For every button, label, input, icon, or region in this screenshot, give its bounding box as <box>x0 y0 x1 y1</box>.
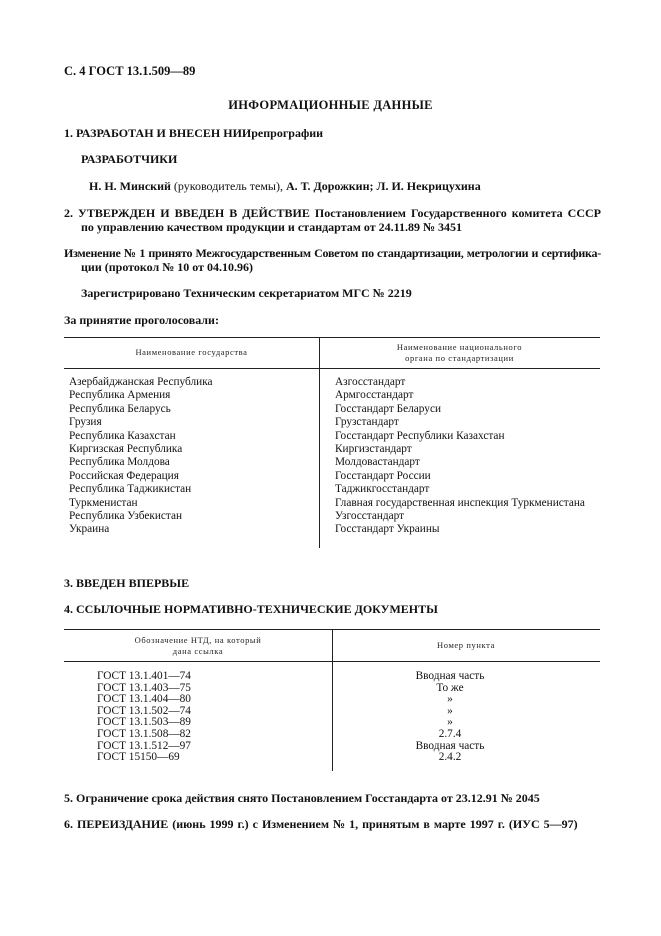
section-1-text: РАЗРАБОТАН И ВНЕСЕН НИИрепрографии <box>76 126 324 140</box>
table1-top-rule <box>64 337 600 338</box>
doc-row: ГОСТ 15150—69 <box>97 751 180 764</box>
section-1 <box>64 126 323 141</box>
point-row: » <box>447 716 453 729</box>
state-row: Республика Казахстан <box>69 429 176 442</box>
table2-header-doc-line-1: Обозначение НТД, на который <box>134 635 262 645</box>
registration-note: Зарегистрировано Техническим секретариатом МГС № 2219 <box>81 286 412 300</box>
table1-column-divider <box>319 337 320 548</box>
body-row: Узгосстандарт <box>335 510 405 523</box>
state-row: Республика Узбекистан <box>69 510 183 523</box>
state-row: Российская Федерация <box>69 469 179 482</box>
table1-header-body-line-2: органа по стандартизации <box>405 353 514 363</box>
developer-role: (руководитель темы), <box>170 179 286 193</box>
amendment-block <box>64 246 601 274</box>
state-row: Азербайджанская Республика <box>69 376 213 388</box>
section-2 <box>64 206 601 234</box>
developers-line <box>89 179 481 194</box>
table1-header-state: Наименование государства <box>135 347 248 357</box>
state-row: Украина <box>69 523 110 536</box>
body-row: Киргизстандарт <box>335 443 412 456</box>
page-header: С. 4 ГОСТ 13.1.509—89 <box>64 64 196 78</box>
point-row: То же <box>436 681 464 694</box>
table2-header-doc <box>64 635 332 657</box>
body-row: Молдовастандарт <box>335 456 420 469</box>
section-title: ИНФОРМАЦИОННЫЕ ДАННЫЕ <box>228 98 433 112</box>
developer-names-2: А. Т. Дорожкин; Л. И. Некрицухина <box>285 179 481 193</box>
amendment-line-1: Изменение № 1 принято Межгосударственным Советом по стандартизации, метрологии и сертифика- <box>64 246 601 260</box>
table2-header-point: Номер пункта <box>437 640 495 650</box>
section-6: 6. ПЕРЕИЗДАНИЕ (июнь 1999 г.) с Изменением № 1, принятым в марте 1997 г. (ИУС 5—97) <box>64 817 578 831</box>
body-row: Госстандарт Республики Казахстан <box>335 429 505 442</box>
table1-states-column <box>69 376 213 537</box>
point-row: Вводная часть <box>415 670 485 682</box>
body-row: Госстандарт Беларуси <box>335 402 442 415</box>
point-row: Вводная часть <box>415 739 485 752</box>
state-row: Туркменистан <box>69 496 138 509</box>
table1-header-rule <box>64 368 600 369</box>
point-row: 2.7.4 <box>438 727 462 740</box>
state-row: Республика Беларусь <box>69 402 171 415</box>
body-row: Армгосстандарт <box>335 389 414 402</box>
body-row: Таджикгосстандарт <box>335 483 430 496</box>
state-row: Республика Молдова <box>69 456 170 469</box>
doc-row: ГОСТ 13.1.404—80 <box>97 693 191 706</box>
state-row: Республика Таджикистан <box>69 483 192 496</box>
voted-heading: За принятие проголосовали: <box>64 313 219 327</box>
body-row: Госстандарт Украины <box>335 523 440 536</box>
table1-bodies-column <box>335 376 585 537</box>
section-2-line-1: 2. УТВЕРЖДЕН И ВВЕДЕН В ДЕЙСТВИЕ Постановлением Государственного комитета СССР <box>64 206 601 220</box>
doc-row: ГОСТ 13.1.403—75 <box>97 681 191 694</box>
body-row: Госстандарт России <box>335 469 431 482</box>
doc-row: ГОСТ 13.1.502—74 <box>97 704 191 717</box>
state-row: Грузия <box>69 416 102 429</box>
developers-heading: РАЗРАБОТЧИКИ <box>81 152 178 166</box>
doc-row: ГОСТ 13.1.503—89 <box>97 716 191 729</box>
state-row: Киргизская Республика <box>69 443 183 456</box>
section-4: 4. ССЫЛОЧНЫЕ НОРМАТИВНО-ТЕХНИЧЕСКИЕ ДОКУМЕНТЫ <box>64 602 438 616</box>
amendment-line-2: ции (протокол № 10 от 04.10.96) <box>81 260 254 274</box>
point-row: » <box>447 693 453 706</box>
table1-header-body <box>319 342 600 364</box>
state-row: Республика Армения <box>69 389 171 402</box>
doc-row: ГОСТ 13.1.512—97 <box>97 739 191 752</box>
body-row: Главная государственная инспекция Туркменистана <box>335 496 585 509</box>
table2-docs-column <box>97 671 191 764</box>
point-row: 2.4.2 <box>438 751 462 764</box>
doc-row: ГОСТ 13.1.508—82 <box>97 727 191 740</box>
point-row: » <box>447 704 453 717</box>
table1-header-body-line-1: Наименование национального <box>396 342 523 352</box>
doc-row: ГОСТ 13.1.401—74 <box>97 670 191 682</box>
table2-header-doc-line-2: дана ссылка <box>172 646 224 656</box>
section-1-number: 1. <box>64 126 73 140</box>
section-5: 5. Ограничение срока действия снято Постановлением Госстандарта от 23.12.91 № 2045 <box>64 791 540 805</box>
body-row: Азгосстандарт <box>335 376 406 388</box>
section-3: 3. ВВЕДЕН ВПЕРВЫЕ <box>64 576 190 590</box>
section-2-line-2: по управлению качеством продукции и стандартам от 24.11.89 № 3451 <box>81 220 463 234</box>
table2-points-column <box>332 671 568 764</box>
developer-name-1: Н. Н. Минский <box>89 179 171 193</box>
body-row: Грузстандарт <box>335 416 399 429</box>
